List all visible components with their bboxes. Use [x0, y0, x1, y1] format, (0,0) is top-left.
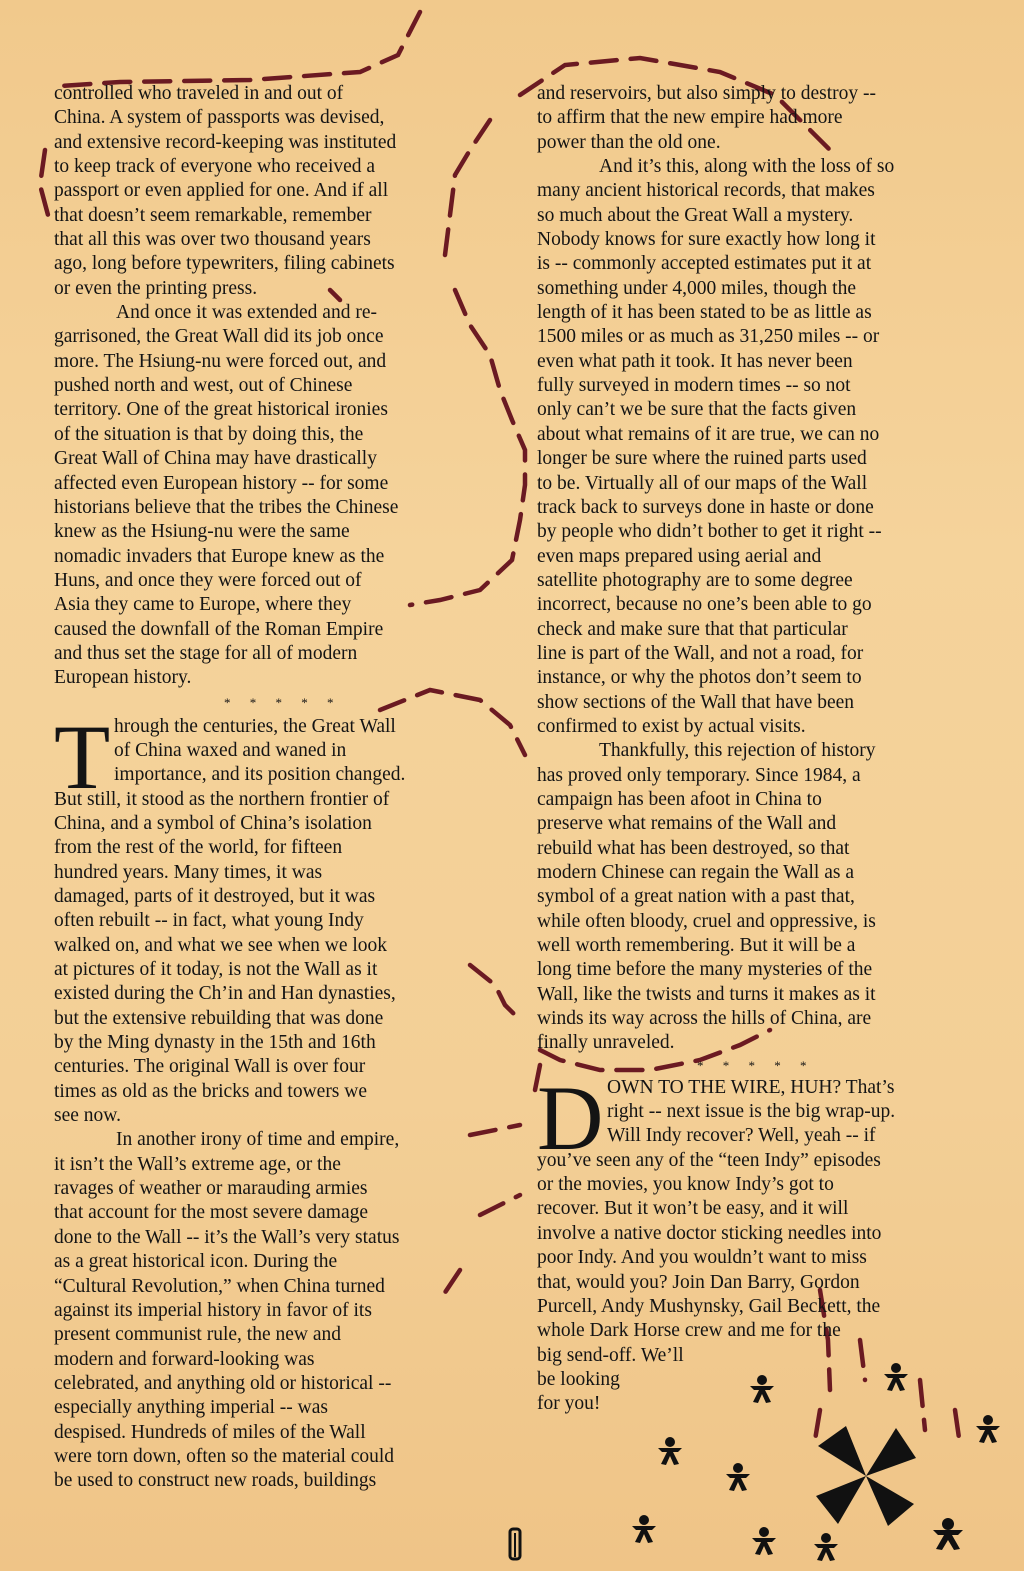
text-line: from the rest of the world, for fifteen [54, 837, 343, 859]
text-line: of China waxed and waned in [114, 739, 347, 761]
text-line: winds its way across the hills of China, are [537, 1008, 872, 1030]
text-line: confirmed to exist by actual visits. [537, 715, 806, 737]
text-line: or the movies, you know Indy’s got to [537, 1174, 834, 1196]
drop-cap: T [54, 705, 111, 808]
paragraph [537, 155, 967, 739]
text-line: 1500 miles or as much as 31,250 miles -- or [537, 326, 880, 348]
text-line: even maps prepared using aerial and [537, 545, 822, 567]
ninja-figure-icon [933, 1518, 963, 1550]
text-line: damaged, parts of it destroyed, but it was [54, 886, 376, 907]
text-line: rebuild what has been destroyed, so that [537, 837, 850, 859]
text-line: be used to construct new roads, buildings [54, 1470, 377, 1492]
text-line: hundred years. Many times, it was [54, 861, 323, 883]
text-line: only can’t we be sure that the facts given [537, 399, 857, 421]
text-line: caused the downfall of the Roman Empire [54, 618, 384, 640]
text-line: that doesn’t seem remarkable, remember [54, 204, 372, 226]
text-line: centuries. The original Wall is over four [54, 1056, 366, 1078]
text-line: at pictures of it today, is not the Wall as it [54, 959, 378, 981]
text-line: incorrect, because no one’s been able to go [537, 594, 872, 616]
paragraph [537, 739, 967, 1055]
text-line: track back to surveys done in haste or done [537, 496, 874, 518]
text-line: that, would you? Join Dan Barry, Gordon [537, 1271, 860, 1293]
text-line: Will Indy recover? Well, yeah -- if [607, 1125, 876, 1147]
text-line: importance, and its position changed. [114, 764, 406, 786]
dropcap-paragraph [54, 705, 484, 1129]
dropcap-paragraph [537, 1066, 967, 1417]
text-line: to affirm that the new empire had more [537, 107, 843, 129]
text-line: In another irony of time and empire, [116, 1129, 400, 1151]
text-line: OWN TO THE WIRE, HUH? That’s [607, 1076, 895, 1098]
text-line: hrough the centuries, the Great Wall [114, 715, 396, 737]
text-line: line is part of the Wall, and not a road, for [537, 642, 864, 664]
text-line: but the extensive rebuilding that was done [54, 1007, 384, 1029]
text-line: China, and a symbol of China’s isolation [54, 812, 372, 834]
paragraph [54, 301, 484, 691]
text-line: check and make sure that that particular [537, 618, 848, 640]
text-line: right -- next issue is the big wrap-up. [607, 1101, 896, 1123]
text-line: it isn’t the Wall’s extreme age, or the [54, 1153, 341, 1175]
text-line: while often bloody, cruel and oppressive, is [537, 910, 876, 932]
text-line: to keep track of everyone who received a [54, 156, 376, 178]
text-line: see now. [54, 1105, 121, 1127]
text-line: garrisoned, the Great Wall did its job once [54, 326, 384, 348]
text-line: Nobody knows for sure exactly how long it [537, 229, 876, 251]
text-line: European history. [54, 667, 192, 689]
text-line: Thankfully, this rejection of history [599, 740, 876, 762]
text-line: so much about the Great Wall a mystery. [537, 204, 854, 226]
pinwheel-icon [816, 1426, 916, 1526]
text-line: even what path it took. It has never been [537, 350, 853, 372]
text-line: and thus set the stage for all of modern [54, 642, 358, 664]
text-line: whole Dark Horse crew and me for the [537, 1320, 841, 1342]
doorway-icon [510, 1529, 520, 1559]
paragraph [537, 82, 967, 155]
text-line: against its imperial history in favor of its [54, 1299, 372, 1321]
text-line: pushed north and west, out of Chinese [54, 375, 353, 397]
text-line: China. A system of passports was devised, [54, 107, 385, 129]
text-line: about what remains of it are true, we can no [537, 423, 880, 445]
text-line: by the Ming dynasty in the 15th and 16th [54, 1032, 376, 1054]
text-line: has proved only temporary. Since 1984, a [537, 764, 861, 786]
text-line: and extensive record-keeping was instituted [54, 131, 397, 153]
text-line: modern Chinese can regain the Wall as a [537, 862, 854, 883]
paragraph [54, 82, 484, 301]
text-line: finally unraveled. [537, 1032, 675, 1054]
section-separator: * * * * * [224, 694, 342, 710]
text-line: involve a native doctor sticking needles into [537, 1222, 882, 1244]
text-line: show sections of the Wall that have been [537, 691, 855, 713]
text-line: territory. One of the great historical ironies [54, 399, 388, 421]
text-line: length of it has been stated to be as little as [537, 302, 872, 324]
text-line: long time before the many mysteries of the [537, 959, 873, 981]
ninja-figure-icon [658, 1437, 682, 1465]
text-line: to be. Virtually all of our maps of the Wall [537, 472, 868, 494]
ninja-figure-icon [814, 1533, 838, 1561]
text-line: affected even European history -- for some [54, 472, 389, 494]
text-line: that all this was over two thousand years [54, 229, 371, 251]
text-line: longer be sure where the ruined parts used [537, 448, 867, 470]
text-line: “Cultural Revolution,” when China turned [54, 1275, 385, 1297]
text-line: well worth remembering. But it will be a [537, 935, 856, 957]
text-line: But still, it stood as the northern frontier of [54, 788, 390, 810]
ninja-figure-icon [752, 1527, 776, 1555]
text-line: And once it was extended and re- [116, 302, 377, 324]
paragraph [54, 705, 484, 1129]
text-line: And it’s this, along with the loss of so [599, 156, 895, 178]
text-line: walked on, and what we see when we look [54, 934, 388, 956]
text-line: despised. Hundreds of miles of the Wall [54, 1421, 366, 1443]
ninja-figure-icon [726, 1463, 750, 1491]
text-line: ago, long before typewriters, filing cabinets [54, 253, 395, 275]
text-line: done to the Wall -- it’s the Wall’s very status [54, 1226, 400, 1248]
text-line: especially anything imperial -- was [54, 1397, 328, 1419]
text-line: fully surveyed in modern times -- so not [537, 375, 851, 397]
right-text-column [537, 82, 967, 1417]
text-line: modern and forward-looking was [54, 1348, 315, 1370]
text-line: something under 4,000 miles, though the [537, 277, 857, 299]
text-line: recover. But it won’t be easy, and it will [537, 1198, 849, 1220]
text-line: by people who didn’t bother to get it right -- [537, 521, 882, 543]
text-line: nomadic invaders that Europe knew as the [54, 545, 385, 567]
text-line: Great Wall of China may have drastically [54, 448, 377, 470]
text-line: passport or even applied for one. And if all [54, 180, 389, 202]
text-line: times as old as the bricks and towers we [54, 1080, 368, 1102]
text-line: for you! [537, 1393, 601, 1415]
text-line: is -- commonly accepted estimates put it at [537, 253, 872, 275]
text-line: as a great historical icon. During the [54, 1251, 338, 1273]
ninja-figure-icon [976, 1415, 1000, 1443]
text-line: historians believe that the tribes the Chinese [54, 496, 399, 518]
ninja-figure-icon [632, 1515, 656, 1543]
text-line: symbol of a great nation with a past that, [537, 886, 855, 908]
text-line: Asia they came to Europe, where they [54, 594, 352, 616]
text-line: instance, or why the photos don’t seem to [537, 667, 862, 689]
text-line: and reservoirs, but also simply to destroy -- [537, 83, 877, 104]
section-separator: * * * * * [697, 1057, 815, 1073]
text-line: controlled who traveled in and out of [54, 83, 344, 104]
text-line: often rebuilt -- in fact, what young Indy [54, 910, 364, 932]
text-line: big send-off. We’ll [537, 1344, 684, 1366]
text-line: you’ve seen any of the “teen Indy” episodes [537, 1149, 881, 1171]
text-line: more. The Hsiung-nu were forced out, and [54, 350, 387, 372]
text-line: Purcell, Andy Mushynsky, Gail Beckett, the [537, 1295, 881, 1317]
text-line: that account for the most severe damage [54, 1202, 369, 1224]
text-line: were torn down, often so the material could [54, 1445, 395, 1467]
text-line: present communist rule, the new and [54, 1324, 342, 1346]
text-line: celebrated, and anything old or historical -- [54, 1372, 392, 1394]
text-line: existed during the Ch’in and Han dynasties, [54, 983, 396, 1005]
left-text-column [54, 82, 484, 1494]
text-line: many ancient historical records, that makes [537, 180, 875, 202]
text-line: power than the old one. [537, 131, 721, 153]
text-line: poor Indy. And you wouldn’t want to miss [537, 1247, 867, 1269]
text-line: campaign has been afoot in China to [537, 788, 822, 810]
drop-cap: D [537, 1066, 604, 1169]
text-line: knew as the Hsiung-nu were the same [54, 521, 350, 543]
text-line: preserve what remains of the Wall and [537, 813, 837, 835]
text-line: Huns, and once they were forced out of [54, 569, 362, 591]
text-line: satellite photography are to some degree [537, 569, 853, 591]
text-line: of the situation is that by doing this, the [54, 423, 364, 445]
text-line: Wall, like the twists and turns it makes as it [537, 983, 876, 1005]
text-line: ravages of weather or marauding armies [54, 1178, 368, 1200]
text-line: or even the printing press. [54, 277, 258, 299]
paragraph [54, 1128, 484, 1493]
text-line: be looking [537, 1368, 620, 1390]
